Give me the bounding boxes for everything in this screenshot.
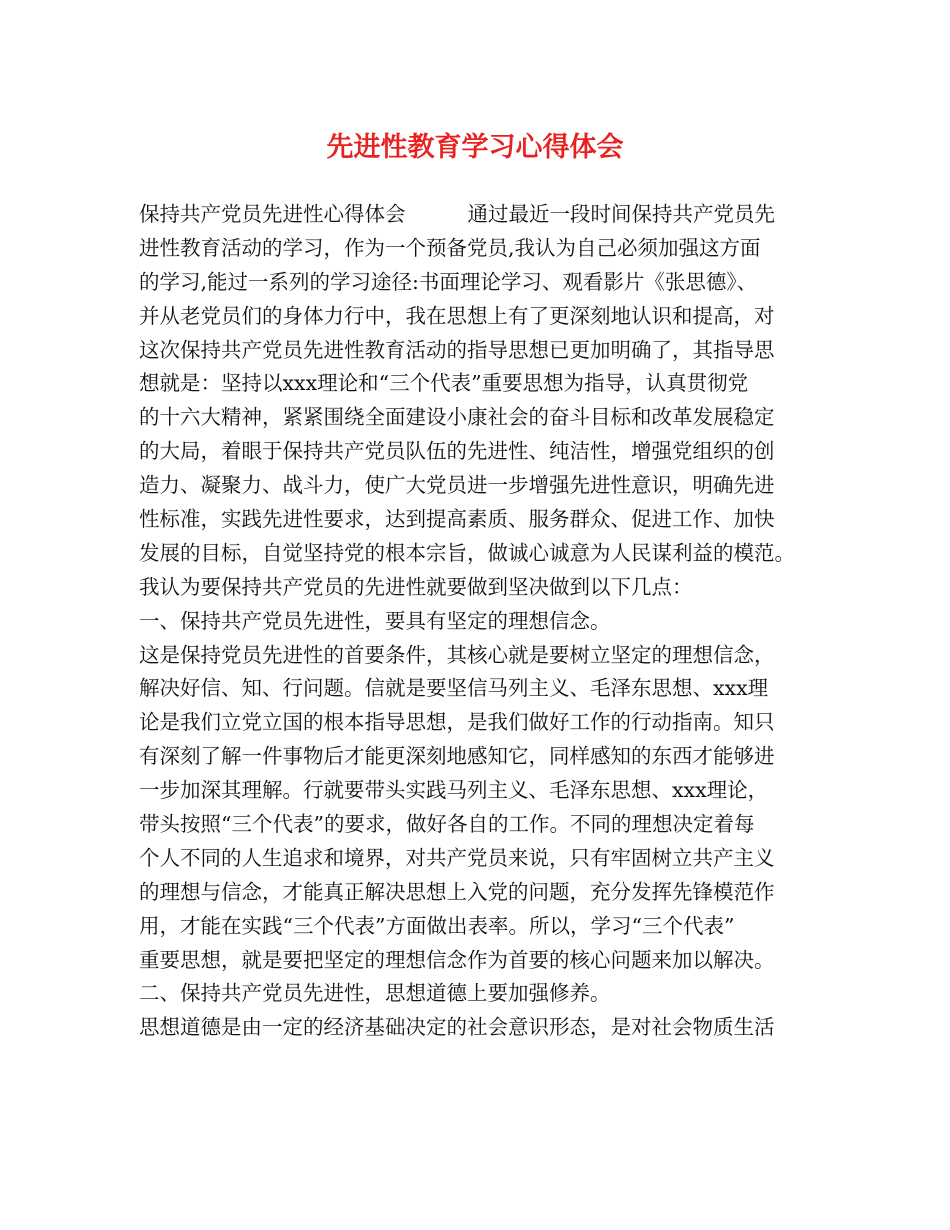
intro-text: 通过最近一段时间保持共产党员先 <box>467 202 775 226</box>
body-line: 重要思想，就是要把坚定的理想信念作为首要的核心问题来加以解决。 <box>139 947 775 972</box>
body-line: 并从老党员们的身体力行中，我在思想上有了更深刻地认识和提高，对 <box>139 303 775 328</box>
body-line: 进性教育活动的学习，作为一个预备党员,我认为自己必须加强这方面 <box>139 235 761 260</box>
body-line: 带头按照“三个代表”的要求，做好各自的工作。不同的理想决定着每 <box>139 812 755 837</box>
body-line: 个人不同的人生追求和境界，对共产党员来说，只有牢固树立共产主义 <box>139 845 775 870</box>
section-heading-2: 二、保持共产党员先进性，思想道德上要加强修养。 <box>139 981 611 1006</box>
body-line: 的十六大精神，紧紧围绕全面建设小康社会的奋斗目标和改革发展稳定 <box>139 405 775 430</box>
body-line: 的理想与信念，才能真正解决思想上入党的问题，充分发挥先锋模范作 <box>139 879 775 904</box>
body-line: 我认为要保持共产党员的先进性就要做到坚决做到以下几点： <box>139 574 693 599</box>
body-line: 发展的目标，自觉坚持党的根本宗旨，做诚心诚意为人民谋利益的模范。 <box>139 540 795 565</box>
body-line: 有深刻了解一件事物后才能更深刻地感知它，同样感知的东西才能够进 <box>139 744 775 769</box>
body-line: 性标准，实践先进性要求，达到提高素质、服务群众、促进工作、加快 <box>139 507 775 532</box>
body-line: 解决好信、知、行问题。信就是要坚信马列主义、毛泽东思想、xxx理 <box>139 676 769 701</box>
document-title: 先进性教育学习心得体会 <box>326 132 624 163</box>
body-line: 思想道德是由一定的经济基础决定的社会意识形态，是对社会物质生活 <box>139 1015 775 1040</box>
body-line: 用，才能在实践“三个代表”方面做出表率。所以，学习“三个代表” <box>139 913 735 938</box>
body-line: 这是保持党员先进性的首要条件，其核心就是要树立坚定的理想信念， <box>139 642 775 667</box>
body-line: 这次保持共产党员先进性教育活动的指导思想已更加明确了，其指导思 <box>139 337 775 362</box>
body-line: 一步加深其理解。行就要带头实践马列主义、毛泽东思想、xxx理论， <box>139 778 769 803</box>
body-line: 想就是：坚持以xxx理论和“三个代表”重要思想为指导，认真贯彻党 <box>139 371 749 396</box>
body-line: 论是我们立党立国的根本指导思想，是我们做好工作的行动指南。知只 <box>139 710 775 735</box>
section-heading-1: 一、保持共产党员先进性，要具有坚定的理想信念。 <box>139 608 611 633</box>
document-body <box>139 198 829 1045</box>
intro-heading: 保持共产党员先进性心得体会 <box>139 202 406 226</box>
body-line: 的大局，着眼于保持共产党员队伍的先进性、纯洁性，增强党组织的创 <box>139 439 775 464</box>
body-line-1 <box>139 198 829 232</box>
body-line: 造力、凝聚力、战斗力，使广大党员进一步增强先进性意识，明确先进 <box>139 473 775 498</box>
body-line: 的学习,能过一系列的学习途径:书面理论学习、观看影片《张思德》、 <box>139 269 758 294</box>
